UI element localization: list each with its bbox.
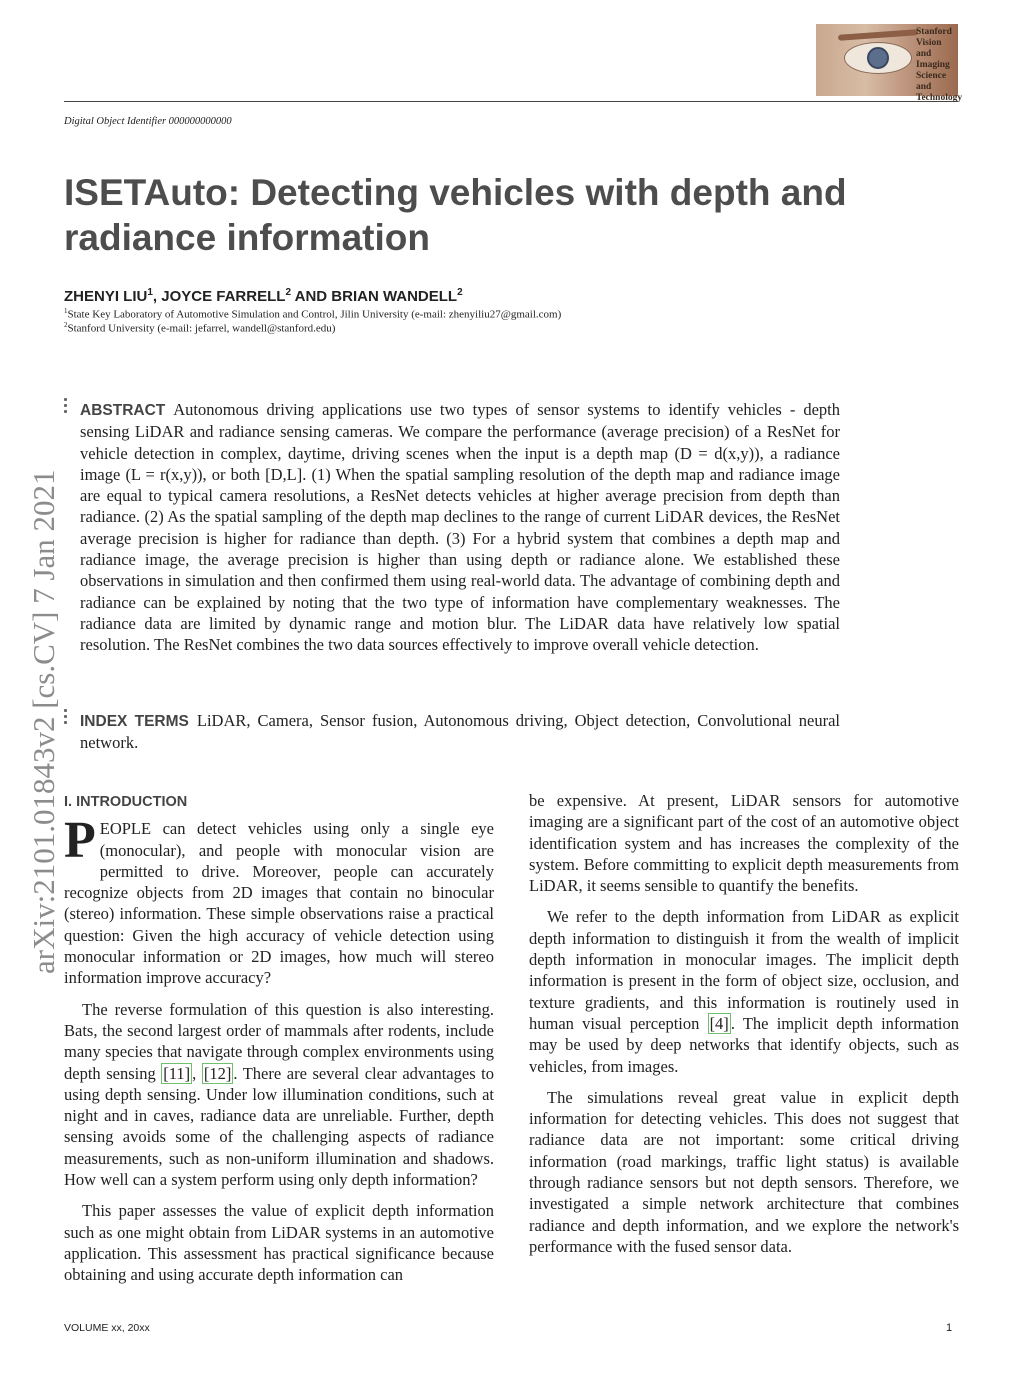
right-column (529, 790, 959, 1267)
citation-4-link[interactable]: [4] (709, 1013, 729, 1033)
doi-line: Digital Object Identifier 000000000000 (64, 116, 232, 127)
abstract-marker (64, 398, 68, 416)
citation-12-link[interactable]: [12] (203, 1063, 232, 1083)
intro-p2-b: . There are several clear advantages to using depth sensing. Under low illumination conditions, such at night and in caves, radiance data are unreliable. Further, depth sensing avoids some of the challenging aspects of radiance measurements, such as non-uniform illumination and shadows. How well can a system perform using only depth information? (64, 1063, 494, 1190)
index-terms-label: INDEX TERMS (80, 713, 189, 730)
logo-line-4: Science and (916, 71, 947, 92)
intro-p5-b: . The implicit depth information may be used by deep networks that identify objects, such as vehicles, from images. (529, 1013, 959, 1076)
footer-volume: VOLUME xx, 20xx (64, 1322, 150, 1334)
author-liu-affil: 1 (147, 287, 153, 298)
intro-paragraph-4: be expensive. At present, LiDAR sensors for automotive imaging are a significant part of the cost of an automotive object identification system and has increases the complexity of the system. Before committing to explicit depth measurements from LiDAR, it seems sensible to quantify the benefits. (529, 791, 959, 896)
affiliation-2 (64, 321, 335, 335)
paper-title: ISETAuto: Detecting vehicles with depth and radiance information (64, 172, 847, 258)
intro-p5-a: We refer to the depth information from LiDAR as explicit depth information to distinguish it from the wealth of implicit depth information in monocular images. The implicit depth information is present in the form of object size, occlusion, and texture gradients, and this information is routinely used in human visual perception (529, 907, 959, 1033)
affiliation-2-text: Stanford University (e-mail: jefarrel, wandell@stanford.edu) (67, 322, 336, 335)
header-rule (64, 101, 958, 102)
logo-text (916, 27, 963, 104)
affiliation-2-marker: 2 (64, 321, 68, 329)
author-farrell: , JOYCE FARRELL (152, 288, 286, 305)
intro-heading: I. INTRODUCTION (64, 794, 188, 810)
author-farrell-affil: 2 (285, 287, 291, 298)
logo-line-3: Imaging (916, 60, 950, 70)
index-terms (80, 710, 840, 754)
affiliation-1-marker: 1 (64, 307, 68, 315)
intro-paragraph-2 (64, 999, 494, 1191)
logo-eyebrow (838, 29, 918, 41)
logo-iris (867, 47, 889, 69)
intro-p1-text: EOPLE can detect vehicles using only a single eye (monocular), and people with monocular vision are permitted to drive. Moreover, people can accurately recognize objects from 2D images that contain no binocular (stereo) information. These simple observations raise a practical question: Given the high accuracy of vehicle detection using monocular information or 2D images, how much will stereo information improve accuracy? (64, 819, 494, 988)
intro-p2-sep: , (192, 1063, 202, 1083)
author-wandell-affil: 2 (457, 287, 463, 298)
intro-paragraph-5 (529, 906, 959, 1076)
intro-paragraph-3: This paper assesses the value of explicit depth information such as one might obtain from LiDAR systems in an automotive application. This assessment has practical significance because obtaining and using accurate depth information can (64, 1201, 494, 1285)
author-liu: ZHENYI LIU (64, 288, 148, 305)
left-column (64, 790, 494, 1296)
logo-line-1: Stanford (916, 27, 952, 37)
abstract-label: ABSTRACT (80, 402, 166, 419)
intro-p2-a: The reverse formulation of this question is also interesting. Bats, the second largest order of mammals after rodents, include many species that navigate through complex environments using depth sensing (64, 999, 494, 1083)
index-terms-text: LiDAR, Camera, Sensor fusion, Autonomous driving, Object detection, Convolutional neural network. (80, 711, 840, 753)
citation-11-link[interactable]: [11] (163, 1063, 191, 1083)
intro-paragraph-1 (64, 812, 494, 988)
abstract (80, 399, 840, 656)
index-terms-marker (64, 709, 68, 727)
logo-line-5: Technology (916, 93, 963, 103)
page-number: 1 (946, 1322, 953, 1334)
arxiv-identifier-stamp: arXiv:2101.01843v2 [cs.CV] 7 Jan 2021 (26, 469, 61, 974)
author-list (64, 287, 463, 305)
author-wandell: AND BRIAN WANDELL (291, 288, 458, 305)
logo-line-2: Vision and (916, 38, 942, 59)
stanford-vista-logo (816, 24, 963, 103)
affiliation-1 (64, 307, 561, 321)
affiliation-1-text: State Key Laboratory of Automotive Simulation and Control, Jilin University (e-mail: zhenyiliu27@gmail.com) (67, 308, 562, 321)
eye-icon (844, 42, 912, 74)
abstract-text: Autonomous driving applications use two types of sensor systems to identify vehicles - depth sensing LiDAR and radiance sensing cameras. We compare the performance (average precision) of a ResNet for vehicle detection in complex, daytime, driving scenes when the input is a depth map (D = d(x,y)), a radiance image (L = r(x,y)), or both [D,L]. (1) When the spatial sampling resolution of the depth map and radiance image are equal to typical camera resolutions, a ResNet detects vehicles at higher average precision from depth than radiance. (2) As the spatial sampling of the depth map declines to the range of current LiDAR devices, the ResNet average precision is higher for radiance than depth. (3) For a hybrid system that combines a depth map and radiance image, the average precision is higher than using depth or radiance alone. We established these observations in simulation and then confirmed them using real-world data. The advantage of combining depth and radiance can be explained by noting that the two type of information have complementary weaknesses. The radiance data are limited by dynamic range and motion blur. The LiDAR data have relatively low spatial resolution. The ResNet combines the two data sources effectively to improve overall vehicle detection. (80, 400, 840, 655)
dropcap: P (64, 812, 96, 870)
intro-paragraph-6: The simulations reveal great value in explicit depth information for detecting vehicles. This does not suggest that radiance data are not important: some critical driving information (road markings, traffic light status) is available through radiance sensors but not depth sensors. Therefore, we investigated a simple network architecture that combines radiance and depth information, and we explore the network's performance with the fused sensor data. (529, 1087, 959, 1256)
